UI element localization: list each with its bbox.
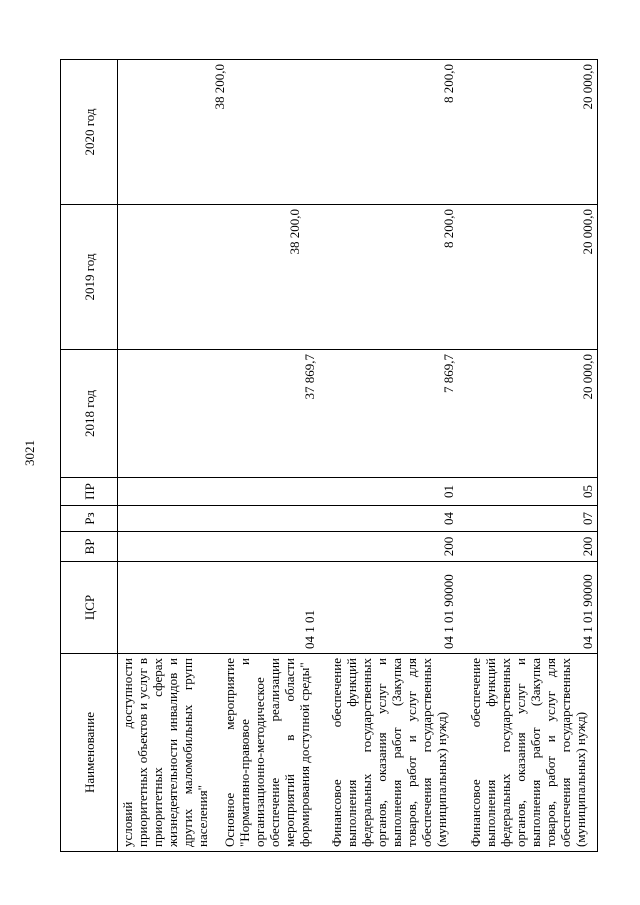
row-csr [118,562,213,654]
row-csr: 04 1 01 90000 [319,562,458,654]
rotated-table-container [60,60,640,847]
row-pr: 01 [319,478,458,506]
header-csr: ЦСР [61,562,118,654]
row-rz: 04 [319,506,458,532]
table-header-row [61,60,118,852]
header-rz: Рз [61,506,118,532]
row-2018: 20 000,0 [458,350,598,478]
page-number: 3021 [22,440,37,466]
row-2020: 8 200,0 [319,60,458,205]
row-rz [212,506,319,532]
row-2020: 20 000,0 [458,60,598,205]
table-frame [60,60,595,852]
row-2018 [118,350,213,478]
row-pr [212,478,319,506]
header-2018: 2018 год [61,350,118,478]
row-pr [118,478,213,506]
row-vr: 200 [458,532,598,562]
header-name: Наименование [61,654,118,852]
row-csr: 04 1 01 90000 [458,562,598,654]
row-rz: 07 [458,506,598,532]
row-2020 [118,60,213,205]
row-2019: 8 200,0 [319,205,458,350]
row-2018: 7 869,7 [319,350,458,478]
row-name: Финансовое обеспечение выполнения функций федеральных государственных органов, оказания услуг и выполнения работ (Закупка товаров, работ и услуг для обеспечения государственных (муниципальных) нужд) [319,654,458,852]
row-vr [212,532,319,562]
row-pr: 05 [458,478,598,506]
table-row [458,60,598,852]
row-rz [118,506,213,532]
row-2020: 38 200,0 [212,60,319,205]
budget-table [60,59,598,852]
table-row [212,60,319,852]
row-name: Финансовое обеспечение выполнения функций федеральных государственных органов, оказания услуг и выполнения работ (Закупка товаров, работ и услуг для обеспечения государственных (муниципальных) нужд) [458,654,598,852]
header-pr: ПР [61,478,118,506]
row-name: условий доступности приоритетных объектов и услуг в приоритетных сферах жизнедеятельности инвалидов и других маломобильных групп населения" [118,654,213,852]
row-vr: 200 [319,532,458,562]
header-2019: 2019 год [61,205,118,350]
header-vr: ВР [61,532,118,562]
row-2018: 37 869,7 [212,350,319,478]
row-2019: 38 200,0 [212,205,319,350]
table-row [319,60,458,852]
row-name: Основное мероприятие "Нормативно-правовое и организационно-методическое обеспечение реализации мероприятий в области формирования доступной среды" [212,654,319,852]
row-vr [118,532,213,562]
table-row [118,60,213,852]
header-2020: 2020 год [61,60,118,205]
row-2019 [118,205,213,350]
row-2019: 20 000,0 [458,205,598,350]
row-csr: 04 1 01 [212,562,319,654]
